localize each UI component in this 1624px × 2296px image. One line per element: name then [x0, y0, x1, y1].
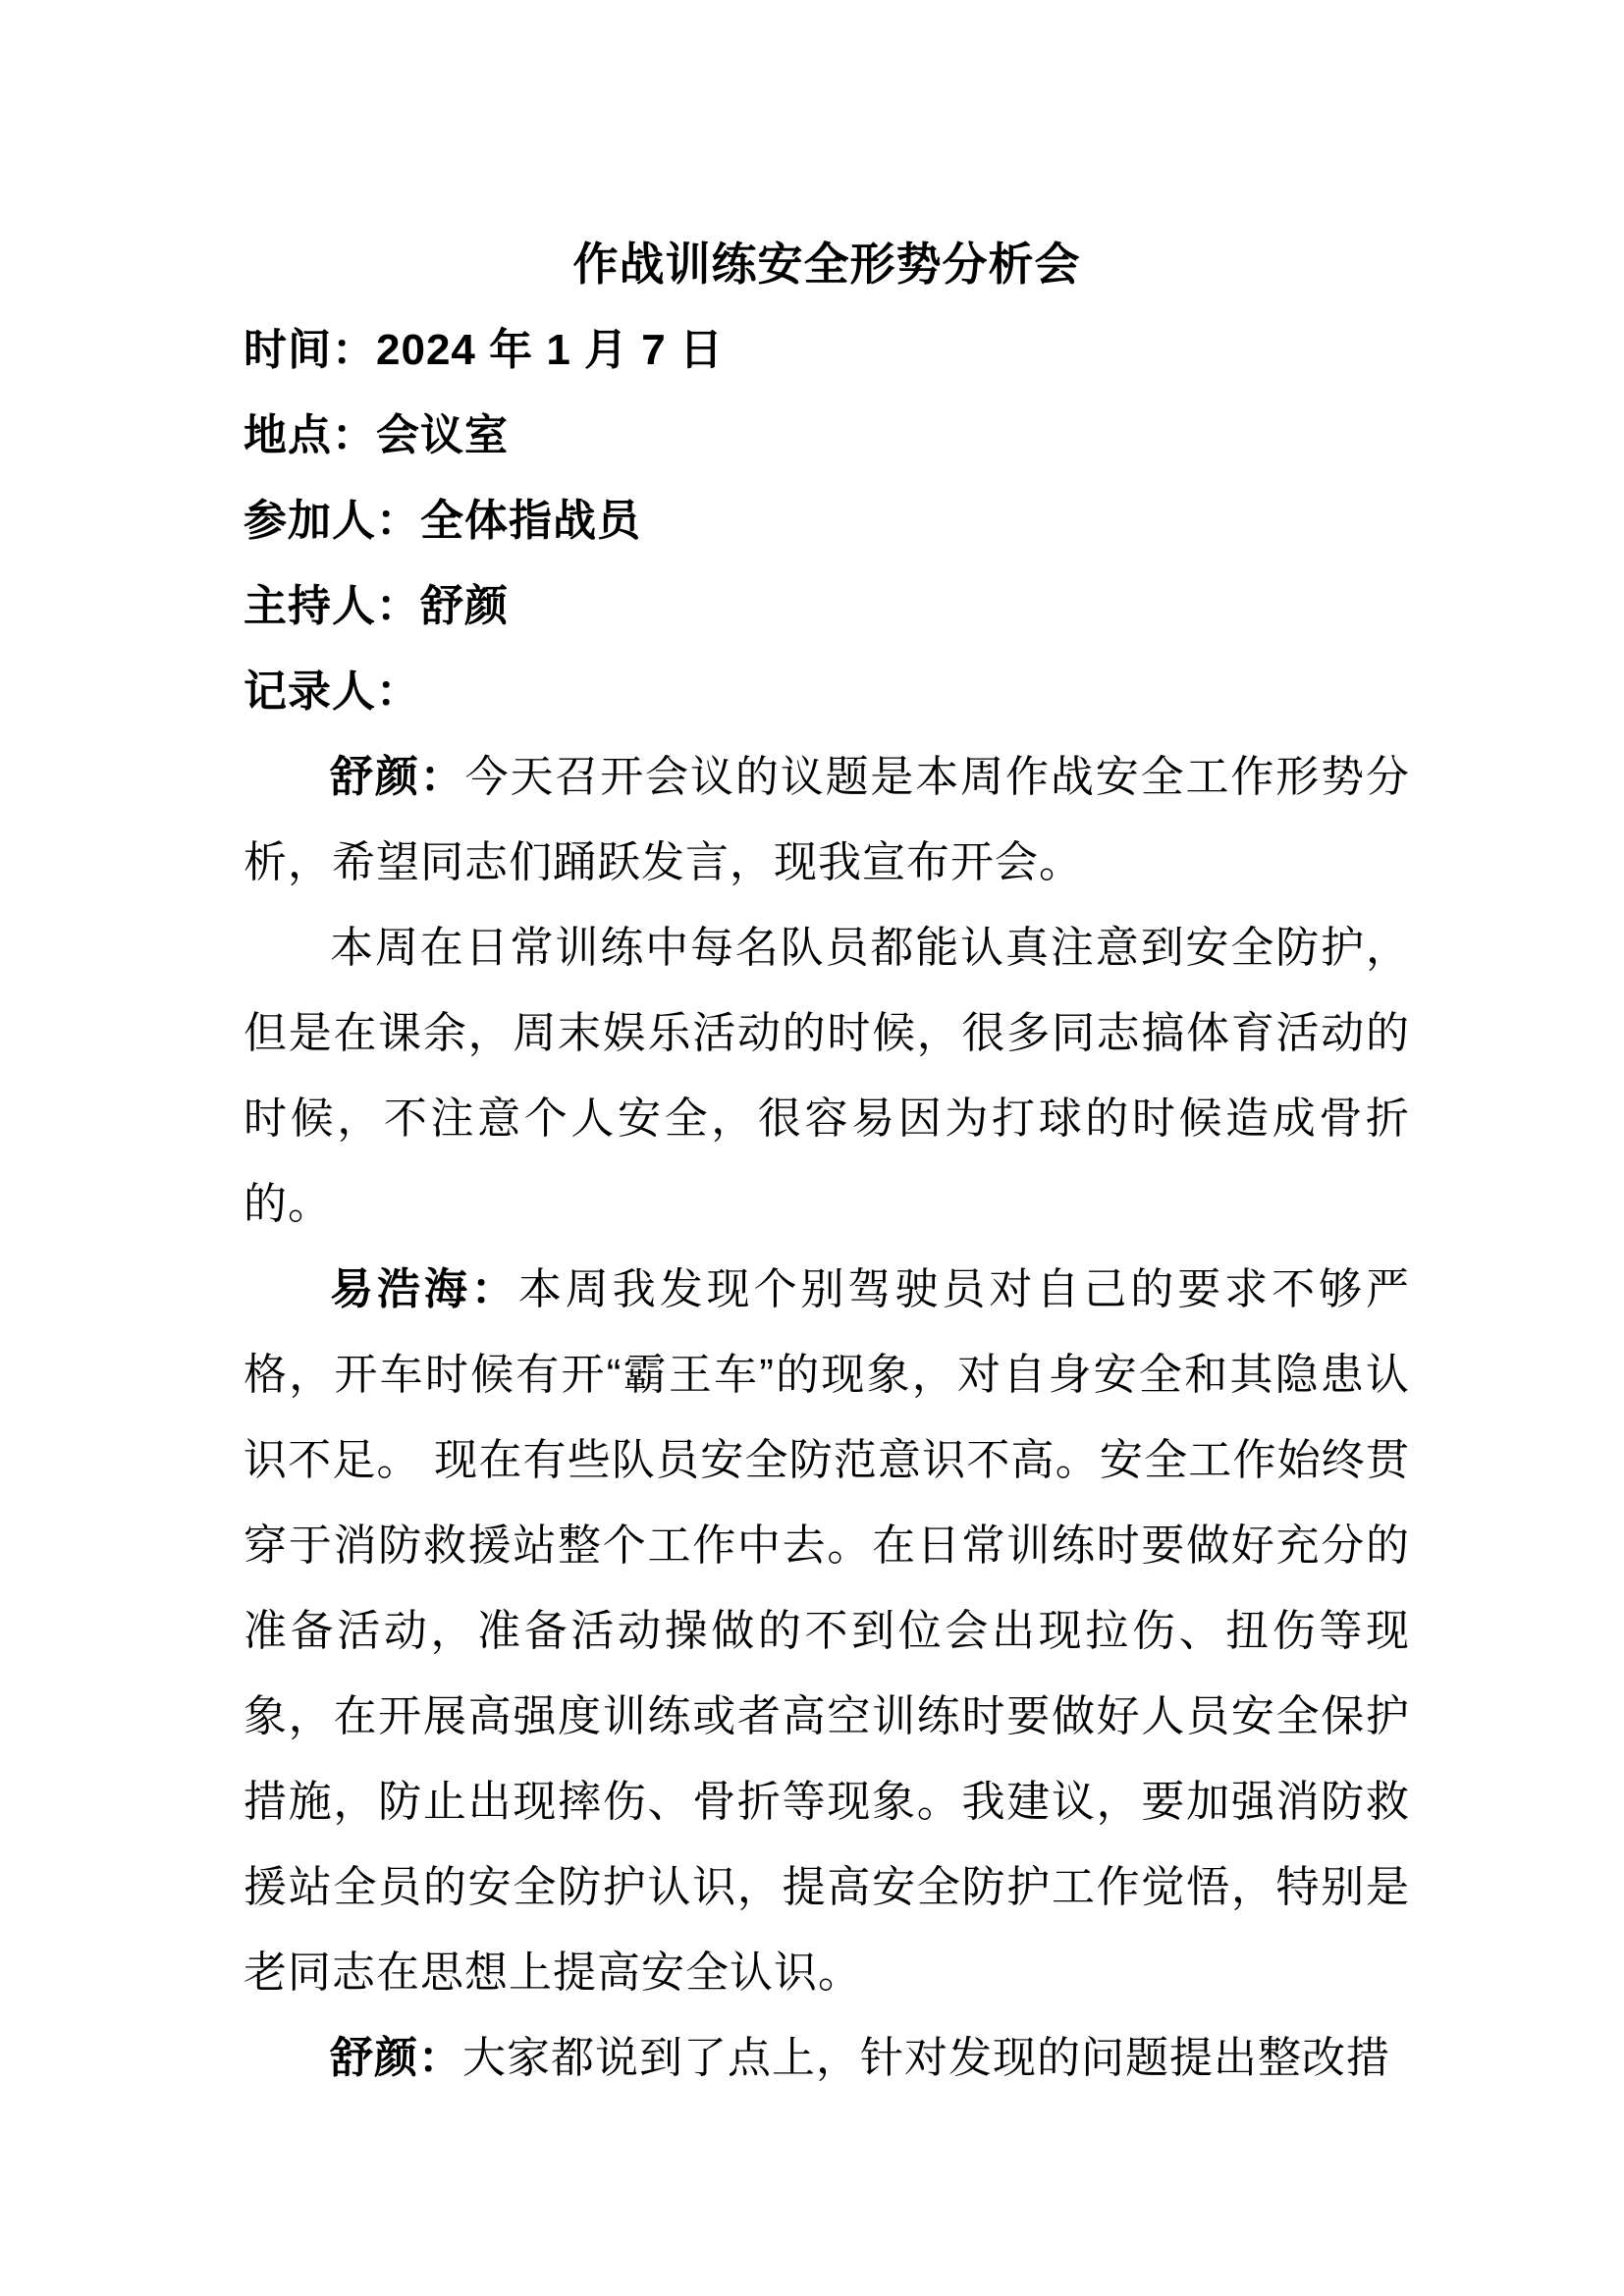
page-title: 作战训练安全形势分析会: [572, 239, 1081, 290]
speaker-name: 舒颜：: [330, 753, 465, 801]
document-content: [244, 222, 1410, 2101]
paragraph-text: 今天召开会议的议题是本周作战安全工作形势分析，希望同志们踊跃发言，现我宣布开会。: [244, 753, 1410, 886]
paragraph-yihaohai-remarks: [244, 1247, 1410, 2015]
meta-label-recorder: 记录人：: [244, 667, 420, 716]
paragraph-text: 本周我发现个别驾驶员对自己的要求不够严格，开车时候有开“霸王车”的现象，对自身安全和其隐患认识不足。 现在有些队员安全防范意识不高。安全工作始终贯穿于消防救援站整个工作中去。在日常训练时要做好充分的准备活动，准备活动操做的不到位会出现拉伤、扭伤等现象，在开展高强度训练或者高空训练时要做好人员安全保护措施，防止出现摔伤、骨折等现象。我建议，要加强消防救援站全员的安全防护认识，提高安全防护工作觉悟，特别是老同志在思想上提高安全认识。: [244, 1265, 1411, 1997]
meta-line-attendees: [244, 478, 1410, 563]
speaker-name: 舒颜：: [330, 2034, 462, 2082]
paragraph-shuyan-closing: [244, 2015, 1410, 2101]
meta-label-attendees: 参加人：: [244, 497, 420, 545]
meta-line-recorder: [244, 649, 1410, 734]
meta-value-attendees: 全体指战员: [420, 497, 641, 545]
meta-value-host: 舒颜: [420, 582, 509, 630]
meta-label-host: 主持人：: [244, 582, 420, 630]
meta-line-time: [244, 307, 1410, 393]
meta-line-host: [244, 563, 1410, 649]
meta-label-time: 时间：: [244, 326, 376, 374]
meta-line-location: [244, 393, 1410, 478]
paragraph-shuyan-opening: [244, 734, 1410, 905]
paragraph-text: 大家都说到了点上，针对发现的问题提出整改措: [462, 2034, 1390, 2082]
meta-value-location: 会议室: [376, 411, 509, 459]
speaker-name: 易浩海：: [330, 1265, 518, 1313]
meta-label-location: 地点：: [244, 411, 376, 459]
paragraph-text: 本周在日常训练中每名队员都能认真注意到安全防护，但是在课余，周末娱乐活动的时候，很多同志搞体育活动的时候，不注意个人安全，很容易因为打球的时候造成骨折的。: [244, 924, 1410, 1228]
meta-value-time: 2024 年 1 月 7 日: [376, 326, 724, 374]
paragraph-weekly-summary: [244, 905, 1410, 1247]
